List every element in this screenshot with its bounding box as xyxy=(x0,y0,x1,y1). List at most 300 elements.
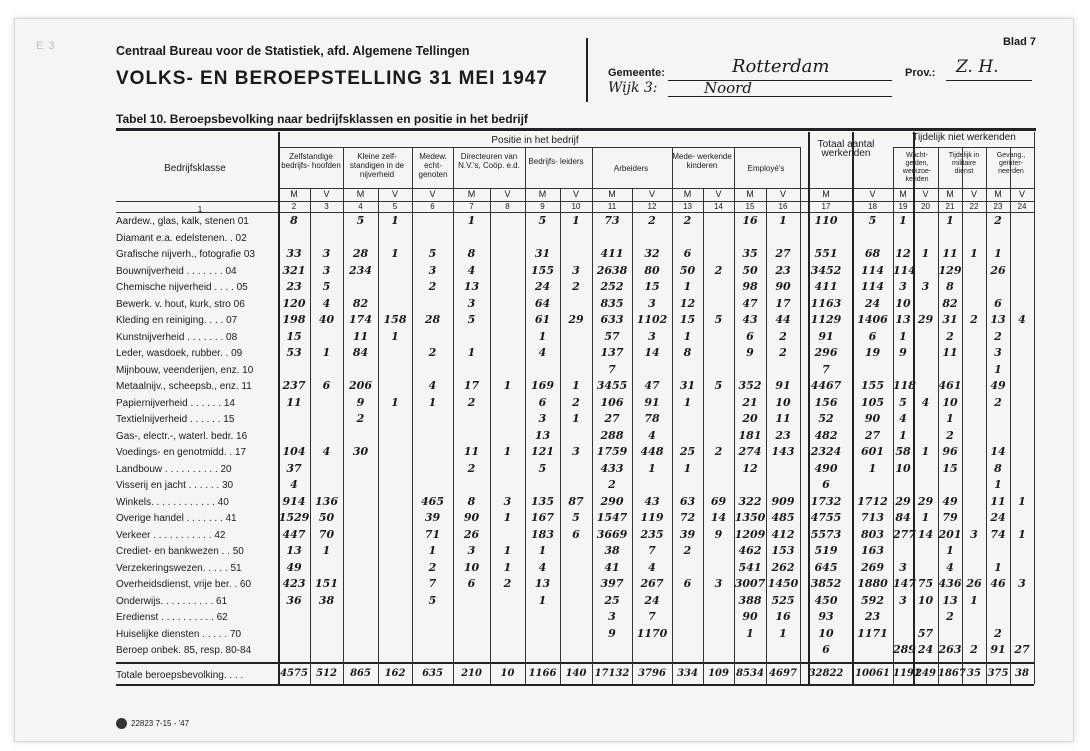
header-tijdelijk: Tijdelijk niet werkenden xyxy=(912,132,1016,143)
table-cell: 70 xyxy=(318,527,335,541)
row-label: Huiselijke diensten . . . . . 70 xyxy=(116,628,242,640)
table-cell: 6 xyxy=(683,247,692,260)
table-cell: 1 xyxy=(1018,527,1026,541)
table-cell: 11 xyxy=(942,247,958,260)
column-rule xyxy=(310,188,311,684)
table-cell: 10 xyxy=(942,395,958,409)
table-cell: 3 xyxy=(322,263,331,277)
table-cell: 1 xyxy=(467,214,476,227)
column-number: 3 xyxy=(324,202,329,211)
table-cell: 7 xyxy=(822,362,830,376)
table-cell: 5 xyxy=(356,214,365,227)
table-cell: 37 xyxy=(286,461,302,475)
table-cell: 525 xyxy=(771,593,795,607)
table-cell: 3 xyxy=(503,494,512,508)
table-cell: 4 xyxy=(428,379,437,392)
table-cell: 52 xyxy=(818,412,834,425)
table-cell: 835 xyxy=(600,296,624,310)
table-cell: 1163 xyxy=(810,296,842,310)
totals-cell: 375 xyxy=(987,667,1009,679)
table-cell: 206 xyxy=(349,379,372,392)
table-cell: 5 xyxy=(538,214,547,227)
table-cell: 31 xyxy=(534,247,551,260)
table-cell: 6 xyxy=(572,527,580,541)
table-cell: 110 xyxy=(814,214,838,227)
table-cell: 105 xyxy=(861,395,884,409)
wijk-label: Wijk 3: xyxy=(608,80,658,96)
table-cell: 57 xyxy=(604,329,620,343)
row-label: Papiernijverheid . . . . . . 14 xyxy=(116,397,235,409)
table-cell: 24 xyxy=(990,511,1006,524)
table-cell: 14 xyxy=(917,527,934,541)
table-cell: 2 xyxy=(714,263,723,277)
column-number: 10 xyxy=(571,202,581,211)
table-cell: 12 xyxy=(679,296,696,310)
table-cell: 601 xyxy=(861,445,884,458)
table-cell: 352 xyxy=(738,379,762,392)
table-cell: 8 xyxy=(467,494,476,508)
table-cell: 43 xyxy=(742,313,758,326)
mv-label: V xyxy=(429,189,436,199)
row-label: Beroep onbek. 85, resp. 80-84 xyxy=(116,645,252,656)
table-cell: 183 xyxy=(531,527,554,541)
totals-cell: 334 xyxy=(677,667,698,679)
table-cell: 2638 xyxy=(596,263,628,277)
table-cell: 2 xyxy=(946,329,954,343)
row-label: Textielnijverheid . . . . . . 15 xyxy=(116,414,235,425)
table-cell: 423 xyxy=(282,577,306,590)
table-cell: 114 xyxy=(861,263,884,277)
mv-label: M xyxy=(608,189,616,199)
table-cell: 633 xyxy=(600,313,624,326)
table-cell: 75 xyxy=(917,577,934,590)
table-cell: 541 xyxy=(738,560,762,574)
table-cell: 1880 xyxy=(857,577,888,590)
table-cell: 36 xyxy=(286,593,302,607)
table-cell: 1450 xyxy=(767,577,799,590)
column-number: 20 xyxy=(921,202,930,211)
header-mede: Mede- werkende kinderen xyxy=(672,152,732,170)
table-cell: 1209 xyxy=(734,527,766,541)
table-cell: 5 xyxy=(572,511,580,524)
table-cell: 8 xyxy=(994,461,1002,475)
table-cell: 1 xyxy=(538,544,547,557)
table-cell: 32 xyxy=(644,247,660,260)
column-rule xyxy=(560,188,561,684)
table-cell: 11 xyxy=(352,329,369,343)
column-number: 23 xyxy=(993,202,1003,211)
row-label: Kunstnijverheid . . . . . . . 08 xyxy=(116,331,238,343)
table-cell: 1 xyxy=(391,395,399,409)
mv-label: V xyxy=(970,189,977,199)
table-cell: 91 xyxy=(990,643,1006,656)
table-cell: 1 xyxy=(921,247,930,260)
table-cell: 8 xyxy=(290,214,298,227)
mv-label: V xyxy=(779,189,786,199)
table-cell: 1 xyxy=(503,544,512,557)
table-cell: 61 xyxy=(534,313,551,326)
table-cell: 58 xyxy=(895,445,911,458)
table-cell: 5 xyxy=(467,313,476,326)
totals-cell: 210 xyxy=(461,667,482,679)
column-rule xyxy=(1034,132,1035,684)
table-cell: 98 xyxy=(742,280,758,293)
column-number: 6 xyxy=(430,202,435,211)
table-cell: 1 xyxy=(428,544,437,557)
row-label: Verzekeringswezen. . . . . 51 xyxy=(116,562,242,574)
mv-label: M xyxy=(946,189,954,199)
table-cell: 3 xyxy=(467,296,476,310)
table-cell: 2 xyxy=(467,461,476,475)
table-cell: 6 xyxy=(822,643,830,656)
table-cell: 40 xyxy=(318,313,335,326)
row-label: Leder, wasdoek, rubber. . 09 xyxy=(116,348,243,359)
table-cell: 2 xyxy=(467,395,476,409)
table-cell: 519 xyxy=(814,544,838,557)
table-cell: 5 xyxy=(428,247,437,260)
table-cell: 4 xyxy=(899,412,907,425)
mv-label: M xyxy=(290,189,298,199)
table-cell: 1 xyxy=(899,214,907,227)
mv-label: V xyxy=(323,189,330,199)
table-cell: 14 xyxy=(990,445,1006,458)
header-employes: Employé's xyxy=(747,164,785,173)
mv-label: M xyxy=(683,189,692,199)
row-label: Overheidsdienst, vrije ber. . 60 xyxy=(116,579,252,590)
column-number: 16 xyxy=(778,202,788,211)
table-cell: 2 xyxy=(970,313,978,326)
table-cell: 2 xyxy=(572,280,580,293)
table-cell: 91 xyxy=(818,329,834,343)
table-cell: 1 xyxy=(648,461,656,475)
mv-label: M xyxy=(746,189,754,199)
table-cell: 136 xyxy=(315,494,338,508)
table-cell: 448 xyxy=(640,445,664,458)
header-leiders: Bedrijfs- leiders xyxy=(528,157,584,166)
table-cell: 461 xyxy=(938,379,962,392)
table-cell: 163 xyxy=(861,544,884,557)
table-cell: 9 xyxy=(899,346,907,359)
table-cell: 803 xyxy=(861,527,884,541)
table-cell: 7 xyxy=(648,544,656,557)
table-cell: 91 xyxy=(775,379,791,392)
column-number: 7 xyxy=(469,202,474,211)
table-cell: 84 xyxy=(352,346,369,359)
totals-cell: 162 xyxy=(384,667,406,679)
table-cell: 1 xyxy=(683,329,692,343)
table-cell: 27 xyxy=(604,412,620,425)
table-cell: 4 xyxy=(322,296,331,310)
table-cell: 462 xyxy=(738,544,762,557)
column-number: 12 xyxy=(647,202,657,211)
table-cell: 447 xyxy=(282,527,306,541)
table-cell: 1102 xyxy=(636,313,668,326)
table-cell: 10 xyxy=(895,296,911,310)
mv-label: V xyxy=(572,189,579,199)
table-cell: 3 xyxy=(648,329,656,343)
totals-cell: 32822 xyxy=(808,667,844,679)
table-cell: 50 xyxy=(679,263,696,277)
totals-cell: 3796 xyxy=(638,667,666,679)
table-cell: 1732 xyxy=(810,494,842,508)
table-cell: 2 xyxy=(683,544,692,557)
table-cell: 1 xyxy=(572,412,580,425)
table-cell: 2 xyxy=(428,280,437,293)
row-label: Grafische nijverh., fotografie 03 xyxy=(116,249,255,260)
table-cell: 5 xyxy=(428,593,437,607)
table-cell: 119 xyxy=(640,511,664,524)
table-cell: 1 xyxy=(994,247,1002,260)
table-cell: 1 xyxy=(391,329,399,343)
table-cell: 4 xyxy=(538,346,547,359)
table-cell: 3 xyxy=(970,527,978,541)
mv-label: M xyxy=(899,189,907,199)
table-cell: 38 xyxy=(604,544,620,557)
row-label: Gas-, electr.-, waterl. bedr. 16 xyxy=(116,430,248,442)
table-cell: 3 xyxy=(1018,577,1026,590)
table-cell: 24 xyxy=(534,280,551,293)
column-rule xyxy=(1010,147,1011,684)
table-cell: 13 xyxy=(895,313,911,326)
table-cell: 4 xyxy=(946,560,954,574)
province-label: Prov.: xyxy=(905,67,936,79)
table-cell: 10 xyxy=(917,593,934,607)
column-rule xyxy=(378,188,379,684)
table-cell: 4 xyxy=(290,478,298,491)
table-cell: 15 xyxy=(679,313,696,326)
printer-logo-icon xyxy=(116,718,127,729)
table-cell: 47 xyxy=(644,379,660,392)
table-cell: 28 xyxy=(352,247,369,260)
table-cell: 288 xyxy=(600,428,624,442)
table-cell: 4467 xyxy=(810,379,842,392)
table-cell: 263 xyxy=(938,643,962,656)
table-cell: 1129 xyxy=(810,313,842,326)
table-cell: 46 xyxy=(990,577,1006,590)
table-cell: 96 xyxy=(942,445,958,458)
table-cell: 2 xyxy=(946,610,954,623)
table-cell: 14 xyxy=(710,511,727,524)
table-cell: 551 xyxy=(814,247,838,260)
table-cell: 8 xyxy=(946,280,954,293)
row-label: Bouwnijverheid . . . . . . . 04 xyxy=(116,265,237,277)
column-number: 11 xyxy=(607,202,617,211)
table-cell: 397 xyxy=(600,577,624,590)
table-cell: 87 xyxy=(568,494,584,508)
table-cell: 1 xyxy=(970,593,978,607)
table-cell: 29 xyxy=(568,313,584,326)
table-cell: 6 xyxy=(322,379,331,392)
column-number: 2 xyxy=(291,202,297,211)
table-cell: 82 xyxy=(352,296,369,310)
table-cell: 6 xyxy=(868,329,877,343)
table-cell: 6 xyxy=(822,478,830,491)
table-cell: 237 xyxy=(282,379,306,392)
row-label: Diamant e.a. edelstenen. . 02 xyxy=(116,232,247,244)
table-cell: 28 xyxy=(424,313,441,326)
table-cell: 465 xyxy=(421,494,444,508)
table-cell: 1 xyxy=(779,626,787,640)
table-cell: 269 xyxy=(861,560,884,574)
column-rule xyxy=(703,188,704,684)
table-cell: 485 xyxy=(771,511,795,524)
table-cell: 91 xyxy=(644,395,660,409)
table-cell: 1529 xyxy=(278,511,310,524)
rule-body-bottom xyxy=(116,662,1034,664)
table-cell: 3455 xyxy=(596,379,628,392)
table-cell: 30 xyxy=(352,445,369,458)
table-cell: 4 xyxy=(322,445,331,458)
table-cell: 290 xyxy=(600,494,624,508)
province-value: Z. H. xyxy=(956,57,999,77)
table-cell: 914 xyxy=(282,494,306,508)
row-label: Aardew., glas, kalk, stenen 01 xyxy=(116,216,249,227)
table-cell: 9 xyxy=(356,395,365,409)
table-cell: 11 xyxy=(463,445,480,458)
totals-cell: 1867 xyxy=(938,667,966,679)
row-label: Visserij en jacht . . . . . . 30 xyxy=(116,480,234,491)
table-cell: 3 xyxy=(899,593,907,607)
table-cell: 2 xyxy=(428,346,437,359)
totals-cell: 8534 xyxy=(736,667,764,679)
table-cell: 8 xyxy=(467,247,476,260)
rule-body-top xyxy=(116,212,1034,213)
table-cell: 1547 xyxy=(596,511,628,524)
row-label: Eredienst . . . . . . . . . . 62 xyxy=(116,612,228,623)
table-cell: 20 xyxy=(742,412,758,425)
table-cell: 1 xyxy=(572,214,580,227)
table-cell: 2 xyxy=(683,214,692,227)
mv-label: M xyxy=(538,189,547,199)
table-cell: 15 xyxy=(644,280,660,293)
table-cell: 2 xyxy=(572,395,580,409)
table-cell: 388 xyxy=(738,593,762,607)
row-label: Kleding en reiniging. . . . 07 xyxy=(116,315,238,326)
table-cell: 23 xyxy=(775,263,791,277)
table-cell: 43 xyxy=(644,494,660,508)
form-title: VOLKS- EN BEROEPSTELLING 31 MEI 1947 xyxy=(116,68,548,89)
column-number: 15 xyxy=(745,202,755,211)
table-cell: 1 xyxy=(746,626,754,640)
totals-cell: 1166 xyxy=(528,667,557,679)
table-cell: 235 xyxy=(640,527,664,541)
table-cell: 49 xyxy=(942,494,958,508)
table-cell: 50 xyxy=(318,511,335,524)
table-cell: 120 xyxy=(282,296,306,310)
mv-label: V xyxy=(391,189,398,199)
table-cell: 4 xyxy=(467,263,476,277)
table-cell: 2 xyxy=(356,412,365,425)
header-arbeiders: Arbeiders xyxy=(613,164,649,173)
table-cell: 169 xyxy=(531,379,554,392)
table-cell: 1 xyxy=(683,395,692,409)
table-cell: 23 xyxy=(775,428,791,442)
table-cell: 296 xyxy=(814,346,838,359)
table-cell: 31 xyxy=(942,313,958,326)
table-cell: 3007 xyxy=(734,577,766,590)
table-cell: 27 xyxy=(1014,643,1030,656)
column-number: 4 xyxy=(358,202,363,211)
totals-cell: 38 xyxy=(1015,667,1029,679)
table-cell: 24 xyxy=(917,643,934,656)
table-cell: 114 xyxy=(861,280,884,293)
column-number: 9 xyxy=(540,202,545,211)
table-cell: 21 xyxy=(742,395,758,409)
table-cell: 74 xyxy=(990,527,1006,541)
table-cell: 29 xyxy=(895,494,911,508)
table-cell: 1 xyxy=(946,412,954,425)
table-cell: 82 xyxy=(942,296,958,310)
header-militaire: Tijdelijk in militaire dienst xyxy=(948,152,980,175)
table-cell: 6 xyxy=(683,577,692,590)
table-cell: 8 xyxy=(683,346,692,359)
table-cell: 53 xyxy=(286,346,302,359)
table-cell: 1 xyxy=(538,593,547,607)
table-cell: 1170 xyxy=(636,626,668,640)
table-cell: 3 xyxy=(572,263,580,277)
column-rule xyxy=(453,147,454,684)
table-cell: 49 xyxy=(286,560,302,574)
table-cell: 181 xyxy=(738,428,762,442)
mv-label: V xyxy=(869,189,876,199)
row-label: Overige handel . . . . . . . 41 xyxy=(116,513,237,524)
table-cell: 80 xyxy=(644,263,660,277)
table-cell: 322 xyxy=(738,494,762,508)
table-cell: 1350 xyxy=(734,511,766,524)
table-cell: 10 xyxy=(775,395,791,409)
table-cell: 118 xyxy=(893,379,916,392)
table-cell: 252 xyxy=(600,280,624,293)
table-cell: 5 xyxy=(899,395,907,409)
table-cell: 93 xyxy=(818,610,834,623)
table-cell: 1 xyxy=(391,214,399,227)
table-cell: 104 xyxy=(282,445,306,458)
table-cell: 1 xyxy=(779,214,787,227)
table-cell: 13 xyxy=(534,577,551,590)
table-cell: 7 xyxy=(648,610,656,623)
table-cell: 153 xyxy=(771,544,795,557)
footer-code: 22823 7-15 - '47 xyxy=(131,719,190,728)
sheet-number: Blad 7 xyxy=(1002,36,1036,48)
table-cell: 2 xyxy=(946,428,954,442)
table-cell: 2 xyxy=(428,560,437,574)
table-cell: 90 xyxy=(742,610,758,623)
table-cell: 5 xyxy=(714,379,723,392)
column-number: 18 xyxy=(868,202,877,211)
row-label: Mijnbouw, veenderijen, enz. 10 xyxy=(116,364,254,376)
table-cell: 433 xyxy=(600,461,624,475)
table-cell: 24 xyxy=(644,593,660,607)
totals-cell: 635 xyxy=(422,667,443,679)
header-gevang: Gevang., geïnter- neerden xyxy=(996,152,1026,175)
table-cell: 1 xyxy=(970,247,978,260)
table-cell: 5 xyxy=(538,461,547,475)
table-cell: 5573 xyxy=(810,527,842,541)
table-cell: 1 xyxy=(538,329,547,343)
table-cell: 72 xyxy=(679,511,696,524)
table-cell: 49 xyxy=(990,379,1006,392)
table-cell: 151 xyxy=(315,577,338,590)
table-cell: 71 xyxy=(424,527,441,541)
table-cell: 167 xyxy=(531,511,554,524)
table-cell: 1 xyxy=(899,428,907,442)
table-cell: 1 xyxy=(503,445,512,458)
table-cell: 1 xyxy=(994,478,1002,491)
table-cell: 129 xyxy=(938,263,962,277)
table-cell: 2324 xyxy=(810,445,842,458)
table-cell: 11 xyxy=(286,395,302,409)
table-cell: 201 xyxy=(938,527,962,541)
